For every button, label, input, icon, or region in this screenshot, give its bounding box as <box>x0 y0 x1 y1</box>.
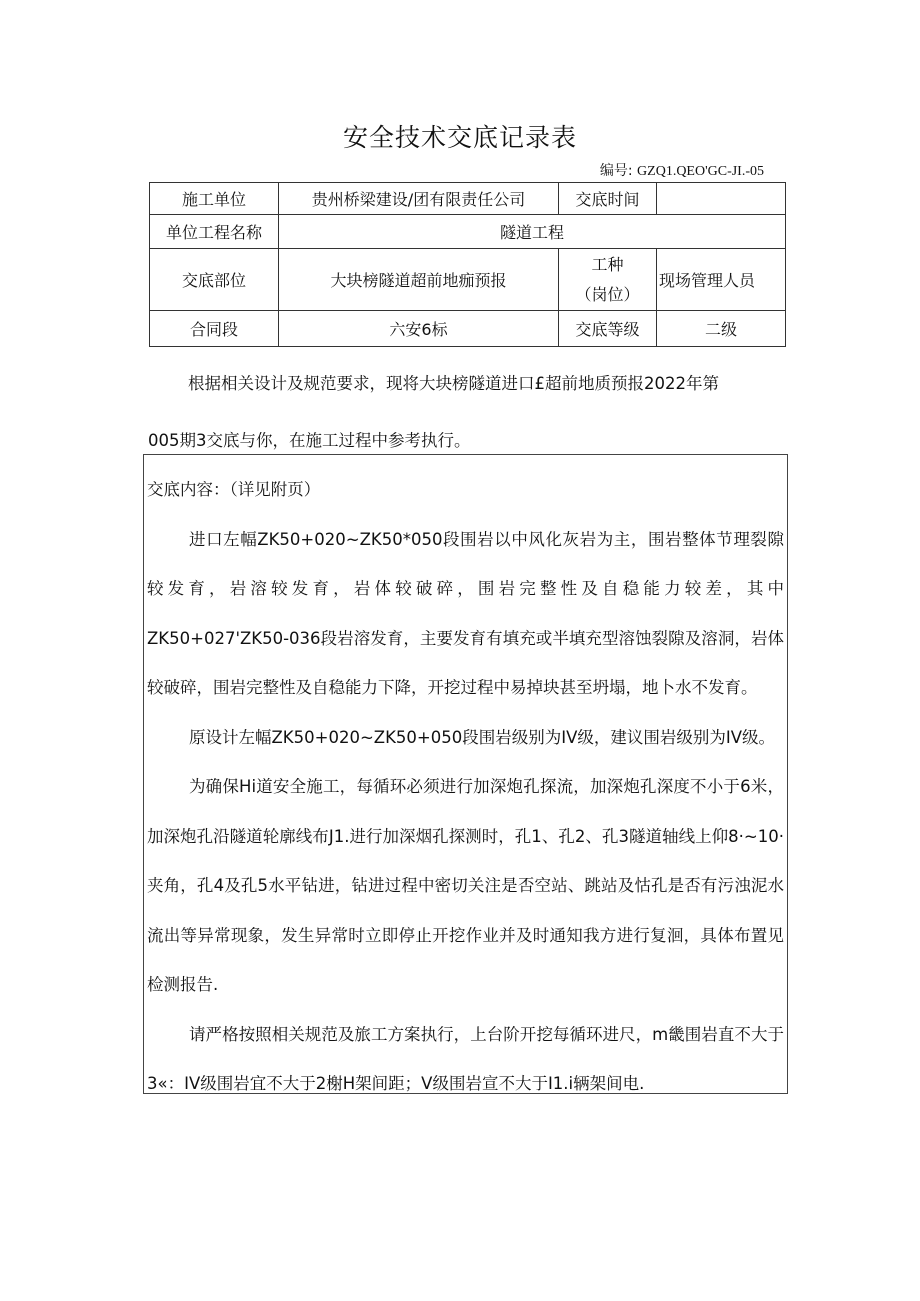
briefing-location-label: 交底部位 <box>150 249 279 311</box>
briefing-content-box <box>143 454 788 1094</box>
document-number-value: GZQ1.QEO'GC-JI.-05 <box>637 164 764 179</box>
contract-section-value: 六安6标 <box>279 311 559 347</box>
table-row <box>150 183 786 215</box>
content-paragraph-3: 为确保Hi道安全施工，每循环必须进行加深炮孔探流，加深炮孔深度不小于6米，加深炮孔沿隧道轮廓线布J1.进行加深烟孔探测时，孔1、孔2、孔3隧道轴线上仰8·~10·夹角，孔4及孔5水平钻进，钻进过程中密切关注是否空站、跳站及怙孔是否有污浊泥水流出等异常现象，发生异常时立即停止开挖作业并及时通知我方进行复洄，具体布置见检测报告. <box>147 777 784 994</box>
content-paragraph-1: 进口左幅ZK50+020~ZK50*050段围岩以中风化灰岩为主，围岩整体节理裂隙较发育，岩溶较发育，岩体较破碎，围岩完整性及自稳能力较差，其中ZK50+027'ZK50-036段岩溶发育，主要发育有填充或半填充型溶蚀裂隙及溶洞，岩体较破碎，围岩完整性及自稳能力下降，开挖过程中易掉块甚至坍塌，地卜水不发育。 <box>147 529 784 697</box>
construction-unit-value: 贵州桥梁建设/团有限责任公司 <box>279 183 559 215</box>
info-table <box>149 182 786 347</box>
job-type-label <box>559 249 657 311</box>
job-type-value: 现场管理人员 <box>657 249 786 311</box>
job-type-label-line1: 工种 <box>591 254 624 274</box>
content-paragraph-2: 原设计左幅ZK50+020~ZK50+050段围岩级别为IV级，建议围岩级别为IV级。 <box>189 727 776 747</box>
table-row <box>150 311 786 347</box>
briefing-time-value <box>657 183 786 215</box>
document-number-label: 编号: <box>599 163 633 179</box>
content-heading: 交底内容：（详见附页） <box>147 480 321 499</box>
table-row <box>150 249 786 311</box>
content-paragraph-4: 请严格按照相关规范及旅工方案执行，上台阶开挖每循环进尺，m畿围岩直不大于3«：IV级围岩宜不大于2榭H架间距；V级围岩宣不大于I1.i辆架间电. <box>147 1024 784 1093</box>
briefing-location-value: 大块榜隧道超前地痂预报 <box>279 249 559 311</box>
job-type-label-line2: （岗位） <box>575 284 640 304</box>
project-name-value: 隧道工程 <box>279 215 786 249</box>
table-row <box>150 215 786 249</box>
briefing-level-value: 二级 <box>657 311 786 347</box>
construction-unit-label: 施工单位 <box>150 183 279 215</box>
intro-line-1: 根据相关设计及规范要求，现将大块榜隧道进口£超前地质预报2022年第 <box>188 374 719 393</box>
briefing-time-label: 交底时间 <box>559 183 657 215</box>
project-name-label: 单位工程名称 <box>150 215 279 249</box>
contract-section-label: 合同段 <box>150 311 279 347</box>
document-title: 安全技术交底记录表 <box>342 123 577 152</box>
briefing-level-label: 交底等级 <box>559 311 657 347</box>
intro-line-2: 005期3交底与你，在施工过程中参考执行。 <box>148 431 471 450</box>
document-number <box>600 160 764 180</box>
